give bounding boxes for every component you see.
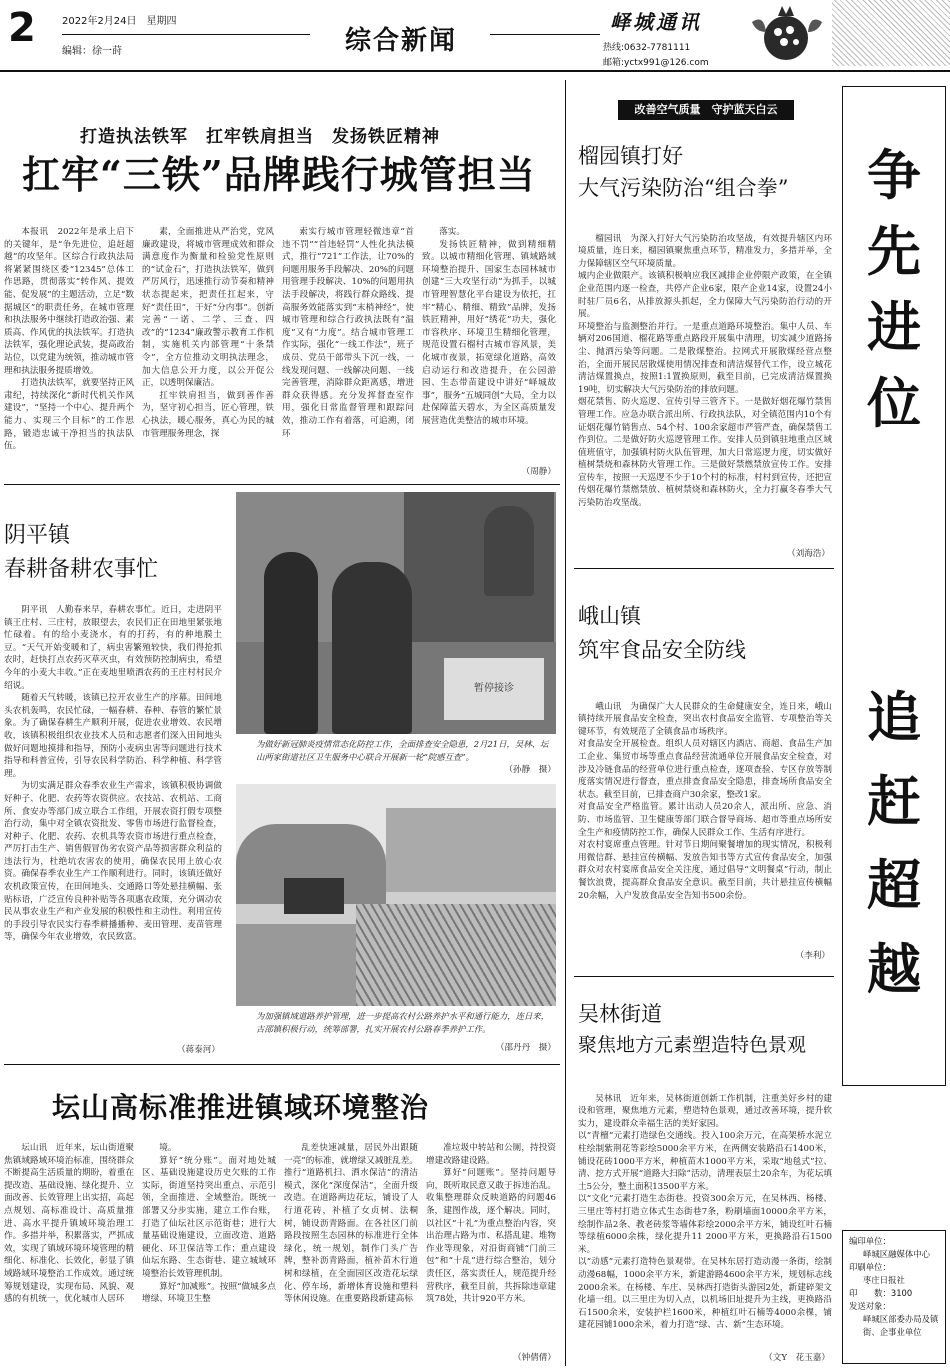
masthead [0,0,950,72]
photo-epidemic-check [236,492,556,734]
lead-col-2 [142,226,274,466]
tanshan-col-2-para: 境。 [159,1143,177,1153]
liuyuan-author: （刘海浩） [787,549,830,559]
tanshan-author: （钟倩倩） [513,1353,556,1363]
liuyuan-title-2: 大气污染防治“组合拳” [578,176,789,200]
lead-col-4 [422,226,556,466]
tanshan-col-1 [4,1142,134,1364]
imprint-printer-value: 枣庄日报社 [863,1275,905,1285]
photo1-person-left [264,552,318,734]
slogan-char: 先 [867,219,921,283]
wulin-text: 吴林讯 近年来，吴林街道创新工作机制，注重美好乡村的建设和管理，聚焦地方元素，塑造特色景观，通过改善环境，提升软实力，建设群众幸福生活的美好家园。 以“青檀”元素打造绿色交通线。投入100余万元，在高架桥水泥立柱绘制紫荆花等彩绘5000余平方米，在两侧安装路沿石1400米，铺设花砖1000平方米，种植苗木1000平方米，采取“地毯式”拉、清、挖方式开展“道路大扫除”活动，清理表层土20余车，为花坛填土5公分，整土面积13500平方米。 以“文化”元素打造生态街巷。投资300余万元，在吴林西、杨楼、三里庄等村打造立体式生态街巷7条，粉刷墙面10000余平方米，绘制作品2条、教老砖浆等墙体彩绘2000余平方米，铺设红叶石楠等绿植6000余株，绿化提升11 2000平方米，更换路沿石1500米。 以“动感”元素打造特色景观带。在吴林东居打造动漫一条街，绘制动漫68幅，1000余平方米，新建游路4600余平方米，规划标志线2000余米。在杨楼、车庄、吴林西打造街头游园2处，新建碎架文化墙一组。以三里庄为切入点，以机场旧址提升为主线，更换路沿石1500余米，安装护栏1600米，种植红叶石楠等4000余棵，铺建花园铺1000余米，着力打造“绿、古、新”生态环境。 [578,1093,832,1331]
wulin-author: （文Y 花玉嘉） [764,1353,830,1363]
emei-title-2: 筑牢食品安全防线 [578,638,746,662]
lead-col-4-para-b: 发扬铁匠精神，做到精细精致。以城市精细化管理、镇域路域环境整治提升、国家生态园林城市创建“三大攻坚行动”为抓手，以城市管理智慧化平台建设为依托，扛牢“精心、精细、精致”品牌，发扬铁匠精神，用好“绣花”功夫，强化市容秩序、环境卫生精细化管理，规范设置石榴村古城市容风景，美化城市夜景，拓宽绿化道路，高效启动运行和改造提升，在公园游园、生态带苗建设中讲好“峄城故事”，服务“五城同创”大局，全力以赴保障蓝天碧水，为全区高质量发展营造优美整洁的城市环境。 [422,239,556,426]
tanshan-col-2-para-c: 算好“加减账”。按照“做城多点增绿、环境卫生整 [142,1281,276,1305]
editor-credit: 编辑：徐一莳 [62,46,122,57]
photo2-road [236,924,356,1006]
imprint-recipient-value: 峄城区部委办局及镇街、企事业单位 [863,1314,939,1337]
photo2-credit: （邵丹丹 摄） [495,1043,556,1053]
lead-col-3-para: 索实行城市管理轻微违章“首违不罚”“首违轻罚”人性化执法模式，推行“721”工作法，让70%的问题用服务手段解决、20%的问题用管理手段解决、10%的问题用执法手段解决，将践行群众路线、提高服务效能落实到“末梢神经”，使城市管理和综合行政执法既有“温度”又有“力度”。结合城市管理工作实际，强化“一线工作法”，班子成员、党员干部带头下沉一线，一线发现问题、一线解决问题、一线完善管理，消除群众距离感，增进群众获得感。充分发挥督查室作用，强化日常监督管理和跟踪问效，推动工作有着落，可追溯，闭环 [282,227,414,439]
wulin-body [578,1080,832,1352]
lead-col-2-para-b: 扛牢铁肩担当，做到善作善为，坚守初心担当，匠心管理，铁心执法，暖心服务，真心为民的城市管理服务理念，探 [142,390,274,439]
tanshan-col-3 [284,1142,418,1364]
liuyuan-text: 榴园讯 为深入打好大气污染防治攻坚战，有效提升辖区内环境质量，连日来，榴园镇聚焦重点环节，精准发力，多措并举，全力保障辖区空气环境质量。 城内企业做限产。该镇积极响应我区减排企业停限产政策，在全镇企业范围内逐一检查，共停产企业6家，限产企业14家，设置24小时驻厂员6名，从排放源头抓起，全力保障大气污染防治行动的开展。 环境整治与监测整治并行。一是重点道路环境整治。集中人员、车辆对206国道、榴花路等重点路段开展集中清理，切实减少道路扬尘、抛洒污染等问题。二是散煤整治。拉网式开展散煤经营点整治，全面开展民居散煤使用情况排查和清洁煤替代工作，设立城花清洁煤置换点，按照1:1置换原则，截至目前，已完成清洁煤置换19吨，切实解决大气污染防治的排放问题。 烟花禁售、防火巡逻、宣传引导三管齐下。一是做好烟花爆竹禁售管理工作。应急办联合派出所、行政执法队，对全镇范围内10个有证烟花爆竹销售点、54个村、100余家超市严管严查，确保禁售工作到位。二是做好防火巡逻管理工作。安排人员到镇驻地重点区域值班值守，加强镇村防火队伍管理，加大日常巡逻力度，切实做好植树禁烧和森林防火管理工作。三是做好禁燃禁放宣传工作。安排宣传车，按照一天巡逻不少于10个村的标准，村村到宣传，还把宣传烟花爆竹禁燃禁放、植树禁烧和森林防火，全力打赢冬春季大气污染防治攻坚战。 [578,233,832,509]
tanshan-col-1-para: 坛山讯 近年来，坛山街道聚焦镇域路域环境治标准，围绕群众不断提高生活质量的期盼，着重在提改造、基础设施、绿化提升、立面改善、长效管理上出实招，高起点规划、高标准设计、高质量推进、高水平提升镇域环境治理工作。多措并举，积累落实，严抓成效，实现了镇域环境环境管理的精细化、标准化、长效化，彰显了镇域路域环境整治工作成效。通过统筹规划建设，实现布局、风貌、观感的有机统一，优化城市人居环 [4,1143,134,1305]
photo2-truck [284,878,344,914]
tanshan-col-4-para: 准垃圾中转站和公厕，持投资增建改路建设路。 [426,1143,556,1166]
photo1-credit: （孙静 摄） [504,765,556,775]
wulin-title-1: 吴林街道 [578,1002,662,1026]
tanshan-col-3-para: 乱差快速减量，居民外出跟随一亮”的标准，就增绿又减脏乱差。推行“道路机扫、洒水保洁”的清洁模式，深化“深度保洁”，全面升级改造。在道路两边花坛，铺设了人行道花砖，补植了女贞树、法桐树，铺设沥青路面。在各社区门前路段按照生态园林的标准进行全体绿化，统一规划，制作门头广告牌，整补沥青路面，植补苗木行道树和绿植，在全面园区改造花坛绿化、停车场，新增体育设施和塑料等休闲设施。在重要路段新建高标 [284,1143,418,1305]
slogan-char: 越 [867,937,921,1001]
tanshan-col-2-para-b: 算好“统分账”。面对地处城区、基础设施建设历史欠账的工作实际，街道坚持突出重点、示范引领，全面推进、全域整治。既统一部署又分步实施，建立工作台账，打造了仙坛社区示范街巷；进行大量基础设施建设，立面改造、道路硬化、环卫保洁等工作；重点建设仙坛东路、生态街巷、建立城域环境整治长效管理机制。 [142,1155,276,1279]
photo2-field [356,904,556,1006]
emei-title-1: 峨山镇 [578,604,641,628]
masthead-rule-left [62,34,310,35]
lead-kicker: 打造执法铁军 扛牢铁肩担当 发扬铁匠精神 [80,127,440,147]
yinping-title-1: 阴平镇 [4,523,71,548]
slogan-box [842,86,946,1086]
photo2-caption: 为加强镇域道路养护管理，进一步提高农村公路养护水平和通行能力，连日来，古邵镇积极行动，统筹部署，扎实开展农村公路春季养护工作。 [256,1011,550,1034]
pomegranate-logo-icon [748,2,826,70]
photo2-building [386,808,556,892]
photo1-person-right [332,562,412,734]
masthead-rule-right [490,34,600,35]
photo1-notice-board: 暂停接诊 [444,658,544,720]
right-rule-2 [574,976,834,977]
lead-col-1-para: 本报讯 2022年是承上启下的关键年，是“争先进位，追赶超越”的攻坚年。区综合行政执法局将紧紧围绕区委“12345”总体工作思路，贯彻落实“转作风、提效能、促发展”的主题活动，立足“数据城区”的职责任务，在城市管理和执法服务中继续打造政治强、素质高、作风优的执法铁军。打造执法铁军，强化理论武装，提高政治站位，以党建为统领，推动城市管理和执法服务提质增效。 [4,227,134,376]
column-divider [565,80,566,1366]
tanshan-col-4-para-b: 算好“问题账”。坚持问题导向，既听取民意又敢于拆违治乱。收集整理群众反映道路的问题46条，建图作战，逐个解决。同时，以社区“十礼”为重点整治内容，突出治理占路为市、私搭乱建、堆物作业等现象，对沿街商铺“门前三包”和“十乱”进行综合整治，划分责任区，落实责任人，规范提升经营秩序，截至目前，共拆除违章建筑78处，共计920平方米。 [426,1168,556,1305]
masthead-hatch [832,0,950,66]
lead-col-4-para: 落实。 [439,227,465,237]
email: 邮箱:yctx991@126.com [603,58,709,68]
lead-col-1-para-b: 打造执法铁军，就要坚持正风肃纪，持续深化“新时代机关作风建设”，“坚持一个中心、提升两个能力、实现三个目标”的工作思路，锻造忠诚干净担当的执法队伍。 [4,378,134,452]
slogan-line-1 [863,137,925,441]
environment-banner: 改善空气质量 守护蓝天白云 [618,100,794,120]
photo-road-maintenance [236,784,556,1006]
slogan-char: 追 [867,685,921,749]
yinping-para-1: 阴平讯 人勤春来早，春耕农事忙。近日，走进阴平镇王庄村、三庄村，放眼望去，农民们正在田地里紧张地忙碌着。有的给小麦浇水，有的打药，有的种地膜土豆。“天气开始变暖和了，病虫害繁殖较快，我们得抢抓农时，赶快打点农药灭草灭虫，有效预防控制病虫，希望今年的小麦大丰收。”正在麦地里喷洒农药的王庄村村民介绍说。 [4,605,222,691]
imprint-count-value: 3100 [890,1288,913,1298]
imprint-printer-label: 印刷单位： [849,1262,891,1272]
imprint-recipient-label: 发送对象： [849,1301,891,1311]
emei-author: （李利） [795,951,830,961]
right-rule-1 [574,568,834,569]
slogan-char: 争 [867,143,921,207]
paper-name: 峄城通讯 [610,10,702,34]
slogan-char: 超 [867,853,921,917]
weekday-text: 星期四 [146,16,177,27]
lead-bottom-rule [4,484,560,485]
wulin-title-2: 聚焦地方元素塑造特色景观 [578,1034,807,1056]
tanshan-headline: 坛山高标准推进镇域环境整治 [52,1091,430,1124]
date-text: 2022年2月24日 [62,16,137,27]
yinping-body [4,604,222,1044]
imprint-box [842,1230,946,1364]
photo1-caption: 为做好新冠肺炎疫情常态化防控工作，全面排查安全隐患，2月21日，吴林、坛山两家街道社区卫生服务中心联合开展新一轮“院感互查”。 [256,739,549,762]
masthead-bottom-rule [0,70,950,72]
yinping-title-2: 春耕备耕农事忙 [4,557,159,582]
yinping-para-2: 随着天气转暖，该镇已拉开农业生产的序幕。田间地头农机轰鸣，农民忙碌，一幅春耕、春种、春管的繁忙景象。为了确保春耕生产顺利开展，促进农业增效、农民增收，该镇积极组织农业技术人员和志愿者们深入田间地头做好问题地摸排和指导，预防小麦病虫害等问题进行技术指导和科普宣传，引导农民科学防治、科学种植、科学管理。 [4,693,222,779]
slogan-char: 位 [867,371,921,435]
hotline: 热线:0632-7781111 [603,43,691,53]
lead-headline: 扛牢“三铁”品牌践行城管担当 [22,152,536,197]
imprint-editor-label: 编印单位： [849,1236,891,1246]
slogan-line-2 [863,675,925,1011]
photo1-staff [484,506,534,596]
emei-body [578,688,832,958]
slogan-char: 进 [867,295,921,359]
lead-col-3 [282,226,414,466]
lead-col-2-para: 素，全面推进从严治党，党风廉政建设，将城市管理成效和群众满意度作为衡量和检验党性原则的“试金石”，打造执法铁军，做到严厉风行，迅速推行动节奏和精神状态提起来，把责任扛起来，守好“责任田”，干好“分内事”。创新完善“一诺、二学、三查、四改”的“1234”廉政警示教育工作机制，实施机关内部管理“十条禁令”，全方位推动文明执法理念，加大信息公开力度，以公开促公正，以透明保廉洁。 [142,227,274,389]
lead-author: （周静） [521,467,556,477]
liuyuan-body [578,220,832,560]
section-title: 综合新闻 [345,26,458,56]
imprint-editor-value: 峄城区融媒体中心 [863,1249,930,1259]
imprint-count [849,1287,941,1300]
tanshan-col-2 [142,1142,276,1364]
lead-col-1 [4,226,134,466]
mid-rule [4,1064,560,1065]
tanshan-col-4 [426,1142,556,1354]
liuyuan-title-1: 榴园镇打好 [578,144,683,168]
yinping-para-3: 为切实满足群众春季农业生产需求，该镇积极协调做好种子、化肥、农药等农资供应。农技站、农机站、工商所、食安办等部门成立联合工作组，开展农资打假专项整治行动，集中对全镇农资批发、零售市场进行监督检查，对种子、化肥、农药、农机具等农资市场进行重点检查，严厉打击生产、销售假冒伪劣农资产品等损害群众利益的违法行为，杜绝坑农害农的使用，确保农民用上放心农资。确保春季农业生产工作顺利进行。同时，该镇还做好农机政策宣传，在田间地头、交通路口等处悬挂横幅、张贴标语，广泛宣传良种补贴等各项惠农政策，充分调动农民从事农业生产和产业发展的积极性和主动性。利用宣传的手段引导农民实行春季耕播播种、麦田管理、麦苗管理等，确保今年农业增效，农民致富。 [4,781,222,943]
slogan-char: 赶 [867,769,921,833]
imprint-count-label: 印 数： [849,1288,891,1298]
yinping-author: （蒋泰河） [177,1045,220,1055]
issue-date [62,12,177,27]
page-number: 2 [8,5,36,51]
emei-text: 峨山讯 为确保广大人民群众的生命健康安全，连日来，峨山镇持续开展食品安全检查，突出农村食品安全监管、专项整治等关键环节，有效规范了全镇食品市场秩序。 对食品安全开展检查。组织人员对辖区内酒店、商超、食品生产加工企业、集贸市场等重点食品经营流通单位开展食品安全检查，对涉及冷链食品的经营单位进行重点检查，逐项查验、专区存放等制度落实情况进行督查，重点排查食品安全隐患，排查场所食品安全状态。截至目前，已排查商户30余家，整改1家。 对食品安全严格监管。累计出动人员20余人，派出所、应急、消防、市场监管、卫生健康等部门联合督导商场、超市等重点场所安全生产和疫情防控工作，确保人民群众工作、生活有序进行。 对农村宴席重点管理。针对节日期间聚餐增加的现实情况，积极利用微信群、悬挂宣传横幅、发放告知书等方式宣传食品安全，加强群众对农村宴席食品安全关注度，通过倡导“文明餐桌”行动，制止餐饮浪费，提高群众食品安全意识。截至目前，共计悬挂宣传横幅20余幅，入户发放食品安全告知书500余份。 [578,701,832,901]
